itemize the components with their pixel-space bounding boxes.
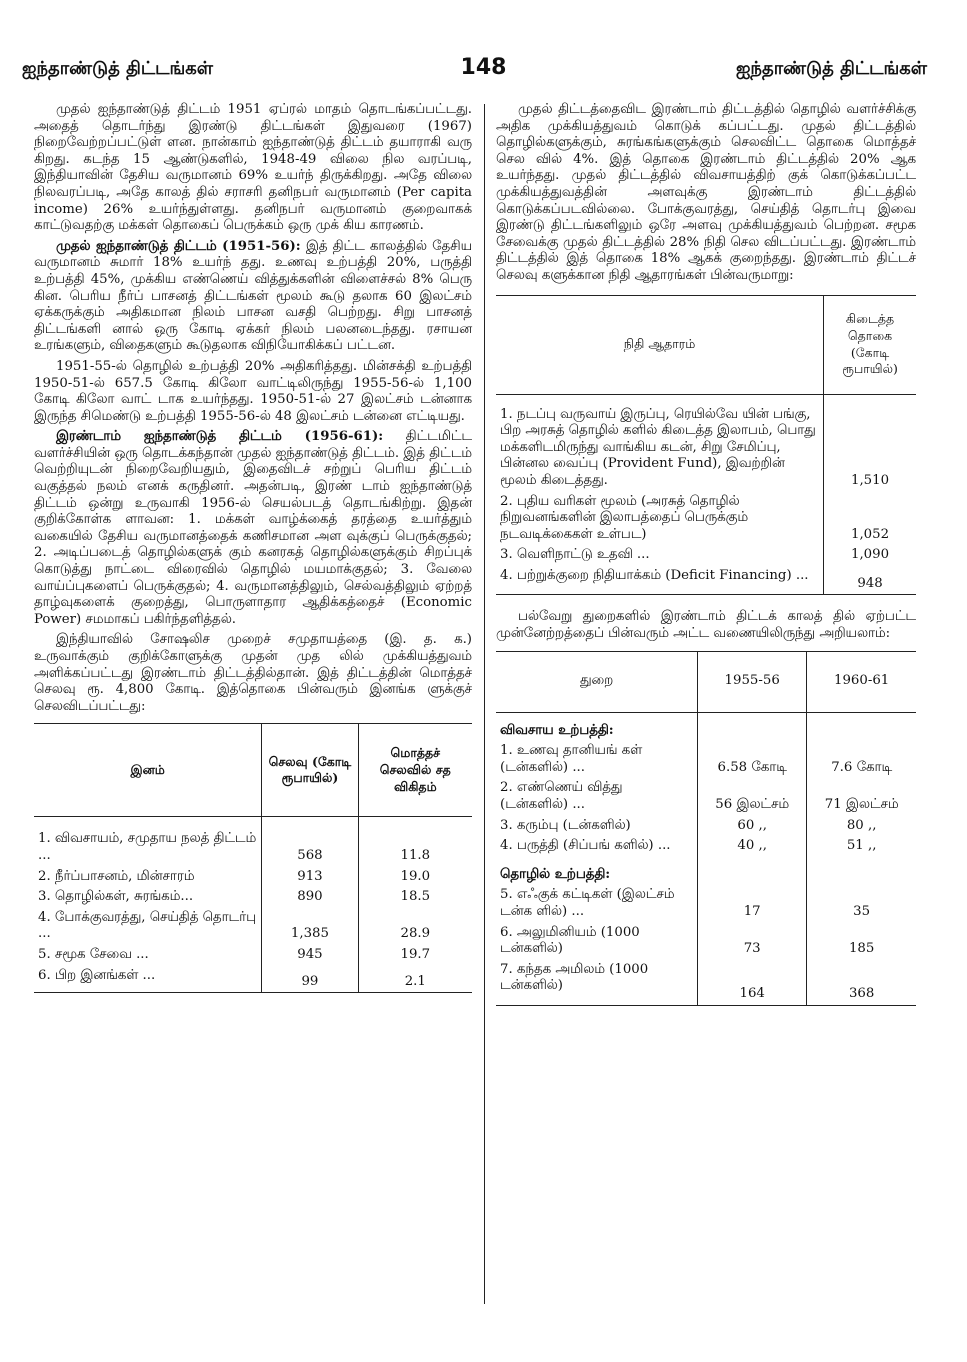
table-cell: 945 — [262, 945, 358, 966]
table-cell: 19.7 — [358, 945, 472, 966]
paragraph: 1951-55-ல் தொழில் உற்பத்தி 20% அதிகரித்தது. மின்சக்தி உற்பத்தி 1950-51-ல் 657.5 கோடி கிலோ வாட்டிலிருந்து 1955-56-ல் 1,100 கோடி கிலோ வாட் டாக உயர்ந்தது. 1950-51-ல் 27 இலட்சம் டன்னாக இருந்த சிமெண்டு உற்பத்தி 1955-56-ல் 48 இலட்சம் டன்னை எட்டியது. — [34, 358, 472, 424]
section-heading: இரண்டாம் ஐந்தாண்டுத் திட்டம் (1956-61): — [56, 429, 384, 445]
table-cell: 6.58 கோடி — [698, 741, 807, 778]
page-number: 148 — [460, 55, 507, 80]
table-cell: 368 — [807, 960, 916, 1006]
expenditure-table — [34, 723, 472, 993]
paragraph: முதல் ஐந்தாண்டுத் திட்டம் 1951 ஏப்ரல் மாதம் தொடங்கப்பட்டது. அதைத் தொடர்ந்து இரண்டு திட்டங்கள் இதுவரை (1967) நிறைவேற்றப்பட்டுள் ளன. நான்காம் ஐந்தாண்டுத் திட்டம் தயாராகி வரு கிறது. கடந்த 15 ஆண்டுகளில், 1948-49 விலை நில வரப்படி, இந்தியாவின் தேசிய வருமானம் 69% உயர்ந் திருக்கிறது. அதே விலை நிலவரப்படி, அதே காலத் தில் சராசரி தனிநபர் வருமானம் (Per capita income) 26% உயர்ந்துள்ளது. தனிநபர் வருமானம் குறைவாகக் காட்டுவதற்கு மக்கள் தொகைப் பெருக்கம் ஒரு முக் கிய காரணம். — [34, 102, 472, 234]
table-cell: 73 — [698, 923, 807, 960]
table-cell: 7. கந்தக அமிலம் (1000 டன்களில்) — [496, 960, 698, 1006]
left-column — [34, 102, 472, 993]
table-cell: 1. உணவு தானியங் கள் (டன்களில்) ... — [500, 743, 643, 775]
column-header: நிதி ஆதாரம் — [496, 295, 824, 394]
right-column — [496, 102, 916, 1006]
column-header: செலவு (கோடி ரூபாயில்) — [262, 724, 358, 817]
table-row — [34, 945, 472, 966]
paragraph — [34, 239, 472, 355]
table-cell: 11.8 — [358, 817, 472, 867]
table-cell: 913 — [262, 867, 358, 888]
table-section-row — [496, 857, 916, 886]
table-cell: 18.5 — [358, 887, 472, 908]
table-row — [496, 778, 916, 815]
table-cell: 6. அலுமினியம் (1000 டன்களில்) — [500, 924, 640, 957]
table-cell: 4. பற்றுக்குறை நிதியாக்கம் (Deficit Financing) ... — [496, 566, 824, 595]
table-row — [496, 545, 916, 566]
table-cell: 4. பருத்தி (சிப்பங் களில்) ... — [500, 838, 671, 854]
table-row — [496, 492, 916, 546]
table-cell: 2.1 — [358, 966, 472, 993]
section-heading: முதல் ஐந்தாண்டுத் திட்டம் (1951-56): — [56, 238, 301, 254]
column-header: 1955-56 — [698, 651, 807, 712]
table-cell: 2. நீர்ப்பாசனம், மின்சாரம் — [38, 868, 195, 884]
table-cell: 1. விவசாயம், சமுதாய நலத் திட்டம் ... — [38, 831, 257, 863]
table-row — [496, 836, 916, 857]
table-cell: 5. எஃகுக் கட்டிகள் (இலட்சம் டன்க ளில்) ... — [500, 887, 675, 919]
paragraph: பல்வேறு துறைகளில் இரண்டாம் திட்டக் காலத் தில் ஏற்பட்ட முன்னேற்றத்தைப் பின்வரும் அட்ட வணையிலிருந்து அறியலாம்: — [496, 609, 916, 642]
page-header — [0, 55, 967, 92]
table-row — [34, 887, 472, 908]
table-cell: 80 ,, — [807, 816, 916, 837]
column-header: கிடைத்த தொகை (கோடி ரூபாயில்) — [824, 295, 916, 394]
table-section-row — [496, 712, 916, 741]
table-row — [34, 867, 472, 888]
table-cell: 35 — [807, 885, 916, 922]
table-cell: 1,385 — [262, 908, 358, 945]
table-row — [34, 966, 472, 993]
table-cell: 3. தொழில்கள், சுரங்கம்... — [38, 889, 194, 905]
table-cell: 40 ,, — [698, 836, 807, 857]
table-row — [496, 923, 916, 960]
table-cell: 568 — [262, 817, 358, 867]
table-cell: 17 — [698, 885, 807, 922]
table-row — [496, 816, 916, 837]
table-row — [496, 885, 916, 922]
table-cell: 3. வெளிநாட்டு உதவி ... — [500, 547, 650, 563]
table-cell: 890 — [262, 887, 358, 908]
table-cell: 164 — [698, 960, 807, 1006]
table-cell: 5. சமூக சேவை ... — [38, 946, 149, 962]
section-label: விவசாய உற்பத்தி: — [500, 722, 614, 738]
column-header: இனம் — [34, 724, 262, 817]
funding-sources-table — [496, 295, 916, 596]
table-row — [496, 566, 916, 595]
paragraph: இந்தியாவில் சோஷலிச முறைச் சமுதாயத்தை (இ. த. க.) உருவாக்கும் குறிக்கோளுக்கு முதன் முத லில் முக்கியத்துவம் அளிக்கப்பட்டது இரண்டாம் திட்டத்தில்தான். இத் திட்டத்தின் மொத்தச் செலவு ரூ. 4,800 கோடி. இத்தொகை பின்வரும் இனங்க ளுக்குச் செலவிடப்பட்டது: — [34, 632, 472, 714]
progress-table — [496, 651, 916, 1006]
paragraph-text: இத் திட்ட காலத்தில் தேசிய வருமானம் சுமார் 18% உயர்ந் தது. உணவு உற்பத்தி 20%, பருத்தி உற்பத்தி 45%, முக்கிய எண்ணெய் வித்துக்களின் விளைச்சல் 8% பெரு கின. பெரிய நீர்ப் பாசனத் திட்டங்கள் மூலம் கூடு தலாக 60 இலட்சம் ஏக்கருக்கும் அதிகமான நிலம் பாசன வசதி பெற்றது. சிறு பாசனத் திட்டங்களி னால் ஒரு கோடி ஏக்கர் நிலம் பலனடைந்தது. ரசாயன உரங்களும், விதைகளும் கூடுதலாக விநியோகிக்கப் பட்டன. — [34, 238, 473, 354]
paragraph: முதல் திட்டத்தைவிட இரண்டாம் திட்டத்தில் தொழில் வளர்ச்சிக்கு அதிக முக்கியத்துவம் கொடுக் கப்பட்டது. முதல் திட்டத்தில் தொழில்களுக்கும், சுரங்கங்களுக்கும் செலவிட்ட தொகை மொத்தச் செல வில் 4%. இத் தொகை இரண்டாம் திட்டத்தில் 20% ஆக உயர்ந்தது. முதல் திட்டத்தில் விவசாயத்திற் குக் கொடுக்கப்பட்ட முக்கியத்துவத்தின் அளவுக்கு இரண்டாம் திட்டத்தில் கொடுக்கப்படவில்லை. போக்குவரத்து, செய்தித் தொடர்பு இவை இரண்டு திட்டங்களிலும் ஒரே அளவு முக்கியத்துவம் பெற்றன. சமூக சேவைக்கு முதல் திட்டத்தில் 28% நிதி செல விடப்பட்டது. இரண்டாம் திட்டத்தில் இத் தொகை 18% ஆகக் குறைந்தது. இரண்டாம் திட்டச் செலவு களுக்கான நிதி ஆதாரங்கள் பின்வருமாறு: — [496, 102, 916, 283]
column-header: மொத்தச் செலவில் சத விகிதம் — [358, 724, 472, 817]
column-header: துறை — [496, 651, 698, 712]
section-label: தொழில் உற்பத்தி: — [500, 866, 611, 882]
table-cell: 2. எண்ணெய் வித்து (டன்களில்) ... — [500, 780, 623, 813]
table-cell: 28.9 — [358, 908, 472, 945]
table-row — [34, 817, 472, 867]
table-cell: 1,052 — [824, 492, 916, 546]
table-cell: 1. நடப்பு வருவாய் இருப்பு, ரெயில்வே யின் பங்கு, பிற அரசுத் தொழில் களில் கிடைத்த இலாபம், பொது மக்களிடமிருந்து வாங்கிய கடன், சிறு சேமிப்பு, பின்னல வைப்பு (Provident Fund), இவற்றின் மூலம் கிடைத்தது. — [500, 406, 816, 488]
table-cell: 3. கரும்பு (டன்களில்) — [500, 817, 631, 833]
running-title-right: ஐந்தாண்டுத் திட்டங்கள் — [735, 58, 927, 79]
table-cell: 4. போக்குவரத்து, செய்தித் தொடர்பு ... — [38, 909, 256, 942]
table-row — [34, 908, 472, 945]
paragraph — [34, 429, 472, 628]
table-cell: 19.0 — [358, 867, 472, 888]
table-cell: 71 இலட்சம் — [807, 778, 916, 815]
table-cell: 60 ,, — [698, 816, 807, 837]
column-header: 1960-61 — [807, 651, 916, 712]
table-cell: 7.6 கோடி — [807, 741, 916, 778]
table-cell: 1,510 — [824, 394, 916, 491]
table-cell: 185 — [807, 923, 916, 960]
paragraph-text: திட்டமிட்ட வளர்ச்சியின் ஒரு தொடக்கந்தான் முதல் ஐந்தாண்டுத் திட்டம். இத் திட்டம் வெற்றியுடன் நிறைவேறியதும், இதைவிடச் சற்றுப் பெரிய திட்டம் வகுத்தல் நலம் எனக் கருதினர். அதன்படி, இரண் டாம் ஐந்தாண்டுத் திட்டம் ஒன்று உருவாகி 1956-ல் செயல்படத் தொடங்கிற்று. இதன் குறிக்கோள்க ளாவன: 1. மக்கள் வாழ்க்கைத் தரத்தை உயர்த்தும் வகையில் தேசிய வருமானத்தைக் கணிசமான அள வுக்குப் பெருக்குதல்; 2. அடிப்படைத் தொழில்களுக் கும் கனரகத் தொழில்களுக்கும் சிறப்புக் கொடுத்து நாட்டை விரைவில் தொழில் மயமாக்குதல்; 3. வேலை வாய்ப்புகளைப் பெருக்குதல்; 4. வருமானத்திலும், செல்வத்திலும் ஏற்றத் தாழ்வுகளைக் குறைத்து, பொருளாதார ஆதிக்கத்தைச் (Economic Power) சமமாகப் பகிர்ந்தளித்தல். — [34, 429, 472, 627]
table-cell: 1,090 — [824, 545, 916, 566]
table-cell: 2. புதிய வரிகள் மூலம் (அரசுத் தொழில் நிறுவனங்களின் இலாபத்தைப் பெருக்கும் நடவடிக்கைகள் உள்பட) — [500, 493, 749, 542]
column-divider — [484, 104, 485, 1304]
table-row — [496, 394, 916, 491]
table-cell: 99 — [262, 966, 358, 993]
table-cell: 948 — [824, 566, 916, 595]
table-cell: 6. பிற இனங்கள் ... — [34, 966, 262, 993]
table-cell: 51 ,, — [807, 836, 916, 857]
table-cell: 56 இலட்சம் — [698, 778, 807, 815]
table-row — [496, 741, 916, 778]
table-row — [496, 960, 916, 1006]
running-title-left: ஐந்தாண்டுத் திட்டங்கள் — [22, 58, 214, 79]
